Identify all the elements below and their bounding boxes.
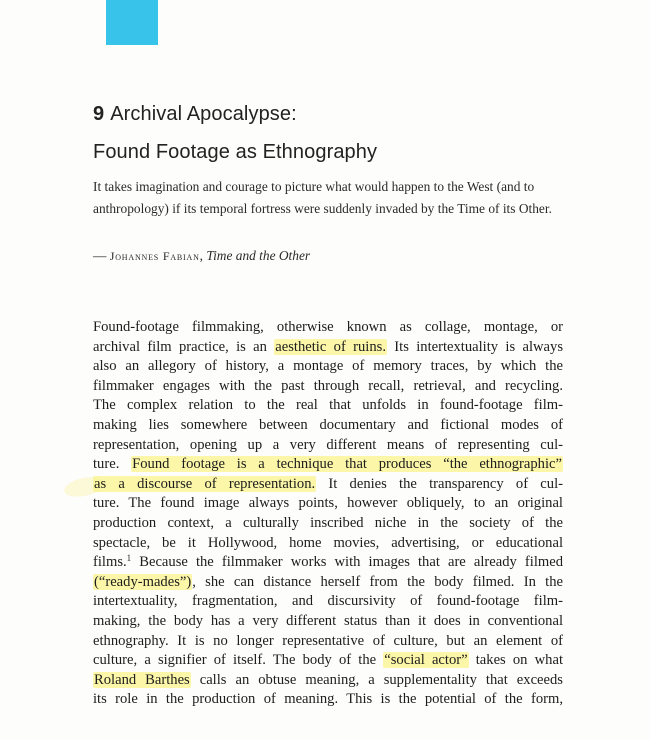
- epigraph-text: It takes imagination and courage to picture what would happen to the West (and to anthropology) if its temporal fortress were suddenly invaded by the Time of its Other.: [93, 179, 552, 216]
- body-line: Found-footage filmmaking, otherwise known as collage, montage, or: [93, 319, 563, 335]
- body-line: [93, 455, 563, 475]
- body-text-run: It denies the transparency of cul-: [316, 475, 563, 492]
- body-line: its role in the production of meaning. This is the potential of the form,: [93, 691, 563, 708]
- highlighted-phrase: “social actor”: [384, 652, 468, 669]
- body-text-run: Its intertextuality is always: [386, 338, 564, 355]
- epigraph-attribution: [93, 245, 310, 267]
- chapter-title: [93, 97, 377, 169]
- body-line: making lies somewhere between documentary and fictional modes of: [93, 416, 563, 433]
- body-text-run: ture.: [93, 456, 132, 473]
- highlighted-phrase: Found footage is a technique that produces “the ethnographic”: [132, 456, 562, 473]
- highlighted-phrase: Roland Barthes: [94, 671, 190, 688]
- body-line: ture. The found image always points, however obliquely, to an original: [93, 495, 563, 512]
- highlighted-phrase: (“ready-mades”): [94, 573, 192, 590]
- body-line: ethnography. It is no longer representative of culture, but an element of: [93, 632, 563, 649]
- highlighted-phrase: as a discourse of representation.: [94, 475, 316, 492]
- footnote-marker[interactable]: 1: [126, 553, 132, 564]
- body-text-run: films.: [93, 554, 127, 571]
- body-line: also an allegory of history, a montage of memory traces, by which the: [93, 358, 563, 375]
- chapter-title-line1: Archival Apocalypse:: [110, 103, 297, 125]
- chapter-color-tab: [106, 0, 158, 45]
- chapter-title-line2: Found Footage as Ethnography: [93, 141, 378, 163]
- attribution-separator: ,: [199, 248, 207, 263]
- body-line: The complex relation to the real that unfolds in found-footage film-: [93, 397, 563, 414]
- body-text-run: Because the filmmaker works with images that are already filmed: [131, 554, 563, 571]
- body-line: spectacle, be it Hollywood, home movies, advertising, or educational: [93, 534, 563, 551]
- body-line: [93, 553, 563, 573]
- body-line: [93, 475, 563, 495]
- body-paragraph: [93, 318, 563, 710]
- body-text-run: takes on what: [468, 652, 564, 669]
- chapter-number: 9: [93, 103, 105, 125]
- body-line: [93, 671, 563, 691]
- body-line: intertextuality, fragmentation, and discursivity of found-footage film-: [93, 593, 563, 610]
- body-text-run: calls an obtuse meaning, a supplementality that exceeds: [190, 671, 563, 688]
- epigraph-author: Johannes Fabian: [109, 249, 200, 263]
- body-line: [93, 338, 563, 358]
- body-line: filmmaker engages with the past through recall, retrieval, and recycling.: [93, 377, 563, 394]
- body-text-run: archival film practice, is an: [93, 338, 275, 355]
- body-line: representation, opening up a very different means of representing cul-: [93, 436, 563, 453]
- body-line: [93, 573, 563, 593]
- body-line: [93, 651, 563, 671]
- body-line: production context, a culturally inscribed niche in the society of the: [93, 514, 563, 531]
- highlighted-phrase: aesthetic of ruins.: [275, 338, 386, 355]
- body-text-run: , she can distance herself from the body filmed. In the: [192, 573, 563, 590]
- epigraph-book-title: Time and the Other: [206, 248, 311, 263]
- body-text-run: culture, a signifier of itself. The body of the: [93, 652, 384, 669]
- body-line: making, the body has a very different status than it does in conventional: [93, 612, 563, 629]
- attribution-dash: —: [93, 248, 110, 263]
